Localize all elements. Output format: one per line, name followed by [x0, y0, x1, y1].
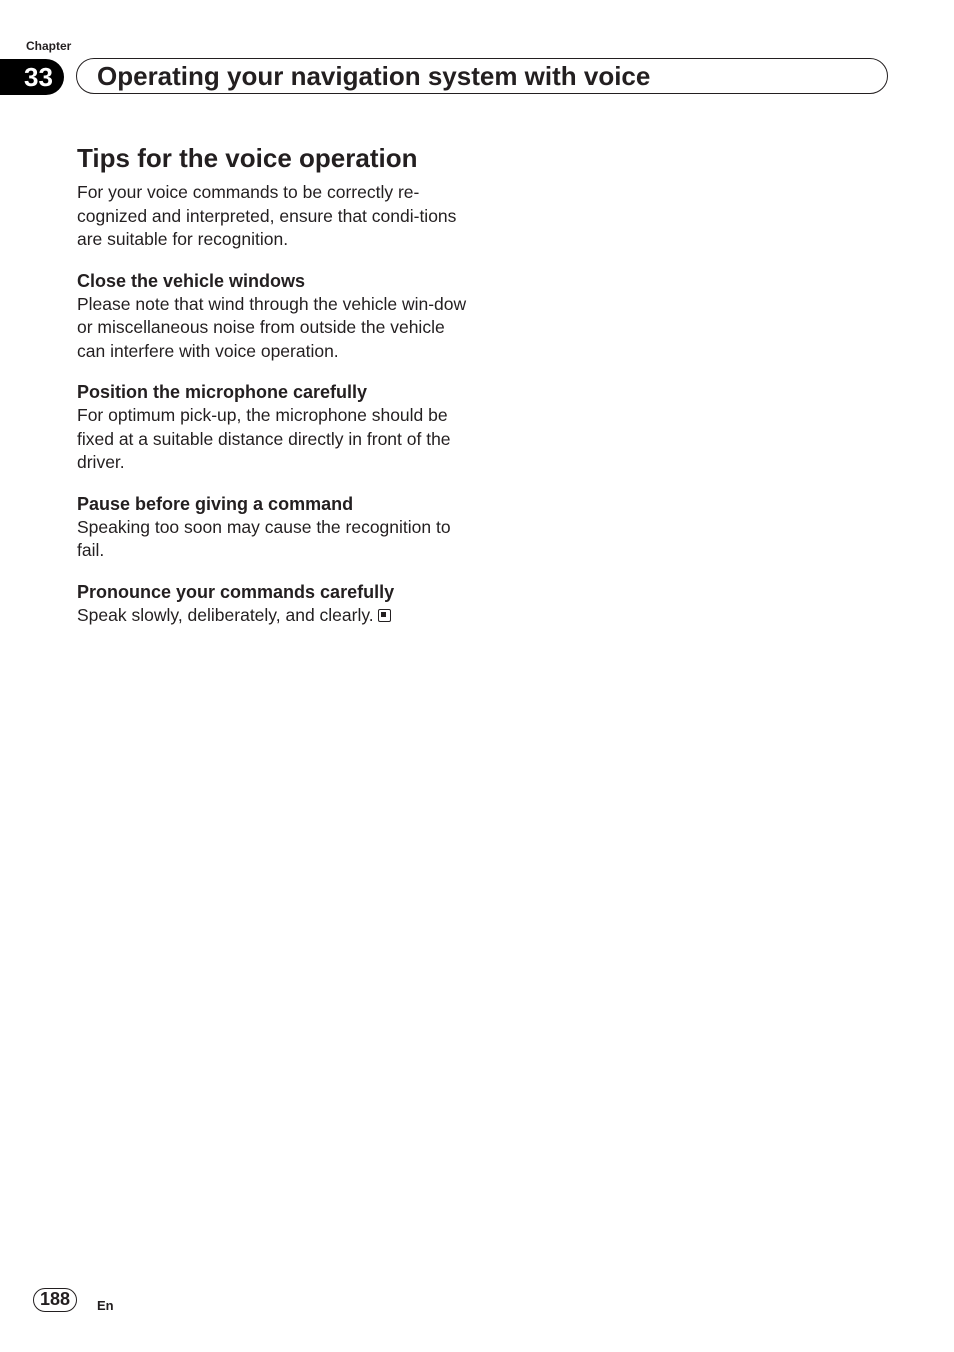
paragraph-position-microphone: For optimum pick-up, the microphone should be fixed at a suitable distance directly in front of the driver.	[77, 405, 451, 472]
chapter-title: Operating your navigation system with voice	[97, 61, 651, 91]
end-of-section-icon	[378, 609, 391, 622]
paragraph-pronounce-commands	[77, 604, 467, 628]
intro-paragraph: For your voice commands to be correctly re-cognized and interpreted, ensure that condi-tions are suitable for recognition.	[77, 182, 457, 249]
subheading-position-microphone: Position the microphone carefully	[77, 382, 368, 402]
subheading-pause-before-command: Pause before giving a command	[77, 493, 354, 514]
paragraph-pause-before-command: Speaking too soon may cause the recognition to fail.	[77, 516, 451, 560]
chapter-number-tab: 33	[0, 59, 64, 95]
page-number: 188	[33, 1288, 77, 1312]
subheading-pronounce-commands: Pronounce your commands carefully	[77, 581, 395, 602]
main-content	[77, 140, 467, 627]
paragraph-pronounce-commands-text: Speak slowly, deliberately, and clearly.	[77, 604, 374, 625]
chapter-label: Chapter	[26, 39, 72, 53]
language-code: En	[97, 1298, 114, 1313]
subheading-close-windows: Close the vehicle windows	[77, 270, 306, 291]
page-title: Tips for the voice operation	[77, 143, 418, 173]
chapter-title-box	[76, 58, 888, 94]
paragraph-close-windows: Please note that wind through the vehicle win-dow or miscellaneous noise from outside the vehicle can interfere with voice operation.	[77, 293, 467, 361]
